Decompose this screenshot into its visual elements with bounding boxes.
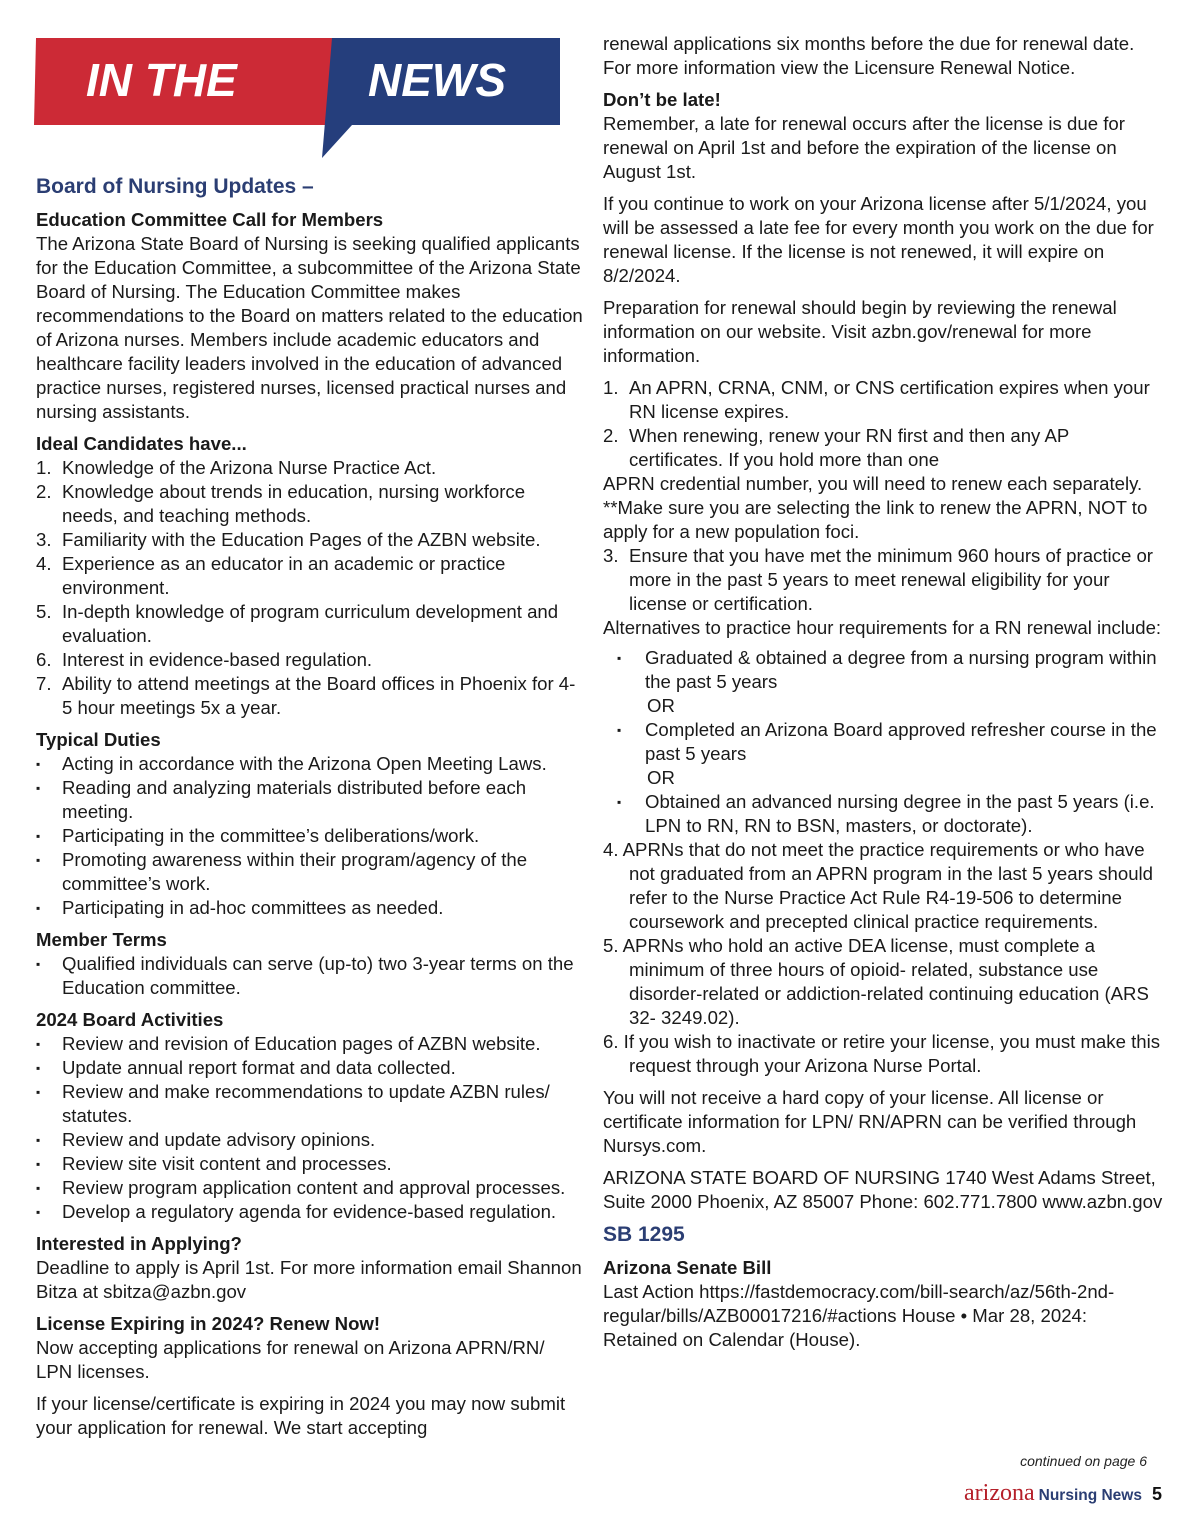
list-item-number: 6.: [36, 649, 52, 670]
renewal-steps-list: [603, 376, 1163, 472]
list-item: ▪ Review and make recommendations to update AZBN rules/ statutes.: [36, 1080, 584, 1128]
list-item: [603, 376, 1163, 424]
sb-1295-title: SB 1295: [603, 1223, 685, 1246]
board-activities-list: [36, 1032, 584, 1224]
dont-be-late-text: Remember, a late for renewal occurs after the license is due for renewal on April 1st and before the expiration of the license on August 1st.: [603, 113, 1125, 182]
list-item-number: 5.: [36, 601, 52, 622]
list-item: ▪ Completed an Arizona Board approved refresher course in the past 5 years: [603, 718, 1163, 766]
list-item: [36, 528, 584, 552]
senate-bill-heading: Arizona Senate Bill: [603, 1257, 772, 1278]
list-item: ▪ Acting in accordance with the Arizona Open Meeting Laws.: [36, 752, 584, 776]
list-item: ▪ Review program application content and approval processes.: [36, 1176, 584, 1200]
renewal-preparation-text: Preparation for renewal should begin by reviewing the renewal information on our website. Visit azbn.gov/renewal for more information.: [603, 297, 1117, 366]
or-separator: OR: [647, 767, 675, 788]
list-item-number: 3.: [36, 529, 52, 550]
list-item-number: 4.: [36, 553, 52, 574]
renewal-continued-text: renewal applications six months before the due for renewal date. For more information view the Licensure Renewal Notice.: [603, 33, 1135, 78]
list-item-text: Interest in evidence-based regulation.: [62, 649, 373, 670]
interested-in-applying-text: Deadline to apply is April 1st. For more information email Shannon Bitza at sbitza@azbn.gov: [36, 1257, 582, 1302]
list-item: 4. APRNs that do not meet the practice requirements or who have not graduated from an APRN program in the last 5 years should refer to the Nurse Practice Act Rule R4-19-506 to determine coursework and precepted clinical practice requirements.: [603, 839, 1154, 932]
list-item-text: Knowledge about trends in education, nursing workforce needs, and teaching methods.: [62, 481, 526, 526]
board-activities-heading: 2024 Board Activities: [36, 1009, 224, 1030]
member-terms-heading: Member Terms: [36, 929, 167, 950]
interested-in-applying-heading: Interested in Applying?: [36, 1233, 242, 1254]
list-item: ▪ Review site visit content and processes.: [36, 1152, 584, 1176]
list-item-text: When renewing, renew your RN first and then any AP certificates. If you hold more than one: [629, 425, 1069, 470]
list-item: ▪ Participating in ad-hoc committees as needed.: [36, 896, 584, 920]
list-item-number: 2.: [603, 425, 619, 446]
senate-bill-text: Last Action https://fastdemocracy.com/bill-search/az/56th-2nd-regular/bills/AZB00017216/#actions House • Mar 28, 2024: Retained on Calendar (House).: [603, 1281, 1115, 1350]
arizona-logo: arizona: [964, 1480, 1035, 1506]
list-item-text: Knowledge of the Arizona Nurse Practice Act.: [62, 457, 437, 478]
license-expiring-text-2: If your license/certificate is expiring in 2024 you may now submit your application for renewal. We start accepting: [36, 1393, 566, 1438]
list-item-number: 1.: [603, 377, 619, 398]
ideal-candidates-list: [36, 456, 584, 720]
typical-duties-heading: Typical Duties: [36, 729, 161, 750]
in-the-news-banner: [34, 30, 564, 160]
list-item: [36, 480, 584, 528]
make-sure-note: **Make sure you are selecting the link to renew the APRN, NOT to apply for a new population foci.: [603, 497, 1148, 542]
list-item: ▪ Obtained an advanced nursing degree in the past 5 years (i.e. LPN to RN, RN to BSN, masters, or doctorate).: [603, 790, 1163, 838]
list-item: [36, 600, 584, 648]
late-fee-text: If you continue to work on your Arizona license after 5/1/2024, you will be assessed a late fee for every month you work on the due for renewal license. If the license is not renewed, it will expire on 8/2/2024.: [603, 193, 1154, 286]
list-item-number: 7.: [36, 673, 52, 694]
list-item: [36, 552, 584, 600]
page-number: 5: [1151, 1484, 1162, 1504]
license-expiring-text: Now accepting applications for renewal on Arizona APRN/RN/ LPN licenses.: [36, 1337, 545, 1382]
aprn-credential-note: APRN credential number, you will need to renew each separately.: [603, 473, 1143, 494]
list-item-number: 3.: [603, 545, 619, 566]
list-item: [36, 648, 584, 672]
list-item: ▪ Update annual report format and data collected.: [36, 1056, 584, 1080]
typical-duties-list: [36, 752, 584, 920]
list-item: ▪ Participating in the committee’s deliberations/work.: [36, 824, 584, 848]
aprn-requirements-list: [603, 838, 1163, 1078]
list-item: 6. If you wish to inactivate or retire your license, you must make this request through your Arizona Nurse Portal.: [603, 1031, 1161, 1076]
banner-left-text: IN THE: [86, 54, 237, 106]
list-item-text: Experience as an educator in an academic or practice environment.: [62, 553, 506, 598]
list-item: [36, 456, 584, 480]
publication-name: Nursing News: [1038, 1487, 1142, 1504]
banner-right-text: NEWS: [368, 54, 506, 106]
ideal-candidates-heading: Ideal Candidates have...: [36, 433, 247, 454]
board-address: ARIZONA STATE BOARD OF NURSING 1740 West Adams Street, Suite 2000 Phoenix, AZ 85007 Phone: 602.771.7800 www.azbn.gov: [603, 1167, 1163, 1212]
list-item: 5. APRNs who hold an active DEA license, must complete a minimum of three hours of opioid- related, substance use disorder-related or addiction-related continuing education (ARS 32- 3249.02).: [603, 935, 1149, 1028]
list-item-text: Familiarity with the Education Pages of the AZBN website.: [62, 529, 541, 550]
list-item-text: An APRN, CRNA, CNM, or CNS certification expires when your RN license expires.: [629, 377, 1150, 422]
list-item: ▪ Graduated & obtained a degree from a nursing program within the past 5 years: [603, 646, 1163, 694]
list-item: ▪ Qualified individuals can serve (up-to) two 3-year terms on the Education committee.: [36, 952, 584, 1000]
list-item-text: Ensure that you have met the minimum 960 hours of practice or more in the past 5 years to meet renewal eligibility for your license or certification.: [629, 545, 1153, 614]
list-item: ▪ Promoting awareness within their program/agency of the committee’s work.: [36, 848, 584, 896]
list-item: ▪ Reading and analyzing materials distributed before each meeting.: [36, 776, 584, 824]
page-footer: [964, 1480, 1162, 1507]
list-item: ▪ Review and revision of Education pages of AZBN website.: [36, 1032, 584, 1056]
list-item: ▪ Develop a regulatory agenda for evidence-based regulation.: [36, 1200, 584, 1224]
education-committee-heading: Education Committee Call for Members: [36, 209, 384, 230]
hard-copy-text: You will not receive a hard copy of your license. All license or certificate information for LPN/ RN/APRN can be verified through Nursys.com.: [603, 1087, 1137, 1156]
list-item: [36, 672, 584, 720]
list-item-number: 1.: [36, 457, 52, 478]
list-item-text: In-depth knowledge of program curriculum development and evaluation.: [62, 601, 559, 646]
alternatives-list: [603, 646, 1163, 694]
list-item-text: Ability to attend meetings at the Board offices in Phoenix for 4-5 hour meetings 5x a year.: [62, 673, 576, 718]
left-column: [36, 174, 584, 1448]
member-terms-list: [36, 952, 584, 1000]
alternatives-list: [603, 718, 1163, 766]
renewal-steps-list-continued: [603, 544, 1163, 616]
list-item: ▪ Review and update advisory opinions.: [36, 1128, 584, 1152]
list-item: [603, 424, 1163, 472]
or-separator: OR: [647, 695, 675, 716]
right-column: [603, 32, 1163, 1360]
education-committee-text: The Arizona State Board of Nursing is seeking qualified applicants for the Education Committee, a subcommittee of the Arizona State Board of Nursing. The Education Committee makes recommendations to the Board on matters related to the education of Arizona nurses. Members include academic educators and healthcare facility leaders involved in the education of advanced practice nurses, registered nurses, licensed practical nurses and nursing assistants.: [36, 233, 583, 422]
section-title: Board of Nursing Updates –: [36, 175, 314, 198]
list-item: [603, 544, 1163, 616]
dont-be-late-heading: Don’t be late!: [603, 89, 721, 110]
list-item-number: 2.: [36, 481, 52, 502]
license-expiring-heading: License Expiring in 2024? Renew Now!: [36, 1313, 381, 1334]
continued-note: continued on page 6: [1020, 1453, 1147, 1469]
alternatives-intro: Alternatives to practice hour requirements for a RN renewal include:: [603, 617, 1162, 638]
alternatives-list: [603, 790, 1163, 838]
